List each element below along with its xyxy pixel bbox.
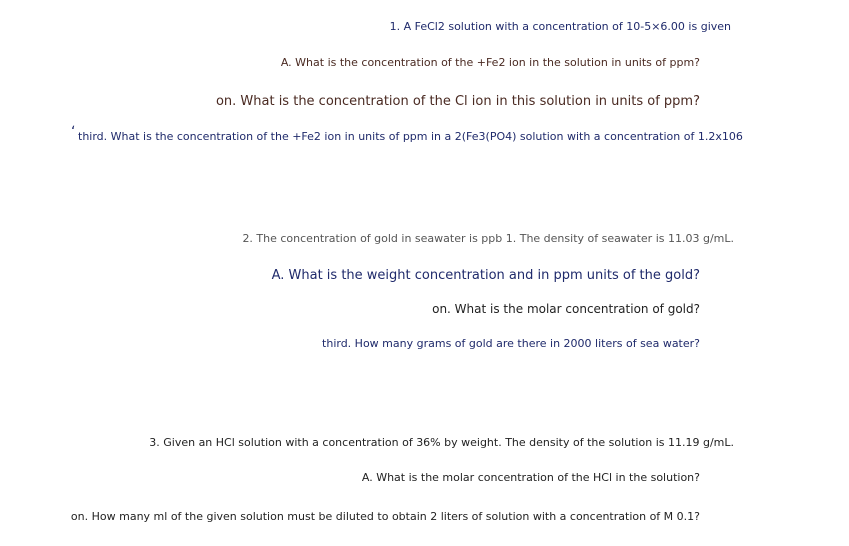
question-2-part-c: third. How many grams of gold are there in 2000 liters of sea water?: [322, 337, 700, 350]
question-2-title: 2. The concentration of gold in seawater is ppb 1. The density of seawater is 11.03 g/mL.: [242, 232, 734, 245]
question-2-part-b: on. What is the molar concentration of gold?: [432, 302, 700, 316]
question-1-part-c: third. What is the concentration of the +Fe2 ion in units of ppm in a 2(Fe3(PO4) solution with a concentration of 1.2x106: [78, 130, 743, 143]
question-3-part-a: A. What is the molar concentration of the HCl in the solution?: [361, 471, 700, 484]
tick-mark: ʻ: [71, 124, 76, 140]
question-2-part-a: A. What is the weight concentration and in ppm units of the gold?: [271, 268, 700, 283]
question-3-title: 3. Given an HCl solution with a concentration of 36% by weight. The density of the solution is 11.19 g/mL.: [149, 436, 734, 449]
question-3-part-b: on. How many ml of the given solution must be diluted to obtain 2 liters of solution with a concentration of M 0.1?: [70, 510, 700, 523]
question-1-title: 1. A FeCl2 solution with a concentration of 10-5×6.00 is given: [389, 20, 731, 33]
question-1-part-b: on. What is the concentration of the Cl ion in this solution in units of ppm?: [215, 94, 700, 109]
question-1-part-a: A. What is the concentration of the +Fe2 ion in the solution in units of ppm?: [280, 56, 700, 69]
